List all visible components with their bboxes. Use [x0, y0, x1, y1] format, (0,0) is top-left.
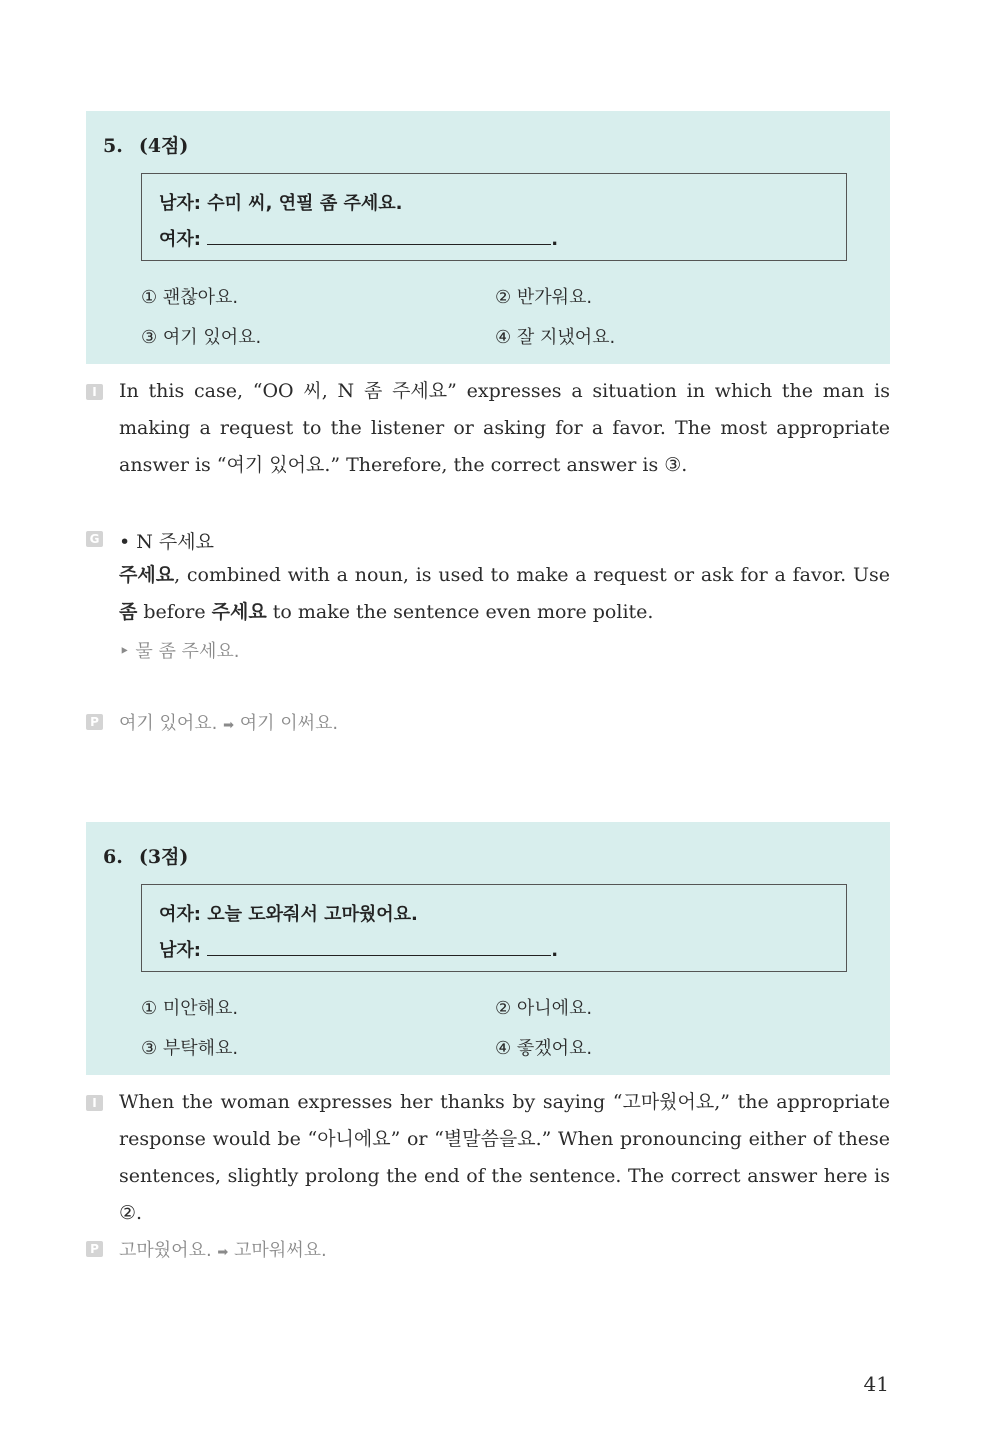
grammar-badge-icon: G — [86, 531, 103, 547]
explanation-badge-icon: I — [86, 1095, 103, 1111]
pronunciation-badge-icon: P — [86, 1241, 103, 1257]
question-5-header — [103, 131, 188, 158]
option-2[interactable]: ② 아니에요. — [495, 998, 593, 1019]
grammar-title: • N 주세요 — [119, 531, 214, 553]
question-number: 6. — [103, 846, 123, 868]
pronunciation-line: 고마웠어요. ➡ 고마워써요. — [119, 1240, 327, 1261]
option-1[interactable]: ① 미안해요. — [141, 998, 239, 1019]
question-number: 5. — [103, 135, 123, 157]
dialog-speaker: 남자: — [159, 940, 201, 961]
grammar-example: ‣ 물 좀 주세요. — [119, 641, 240, 662]
arrow-right-icon: ➡ — [217, 1245, 229, 1260]
dialog-speaker: 여자: — [159, 229, 201, 250]
answer-blank — [207, 226, 551, 245]
question-6-box — [86, 822, 890, 1075]
dialog-box — [141, 173, 847, 261]
question-points: (3점) — [138, 846, 189, 868]
dialog-end: . — [551, 229, 559, 250]
option-1[interactable]: ① 괜찮아요. — [141, 287, 239, 308]
dialog-line-1: 남자: 수미 씨, 연필 좀 주세요. — [159, 193, 403, 214]
pronunciation-line: 여기 있어요. ➡ 여기 이써요. — [119, 713, 339, 734]
option-3[interactable]: ③ 여기 있어요. — [141, 327, 262, 348]
dialog-end: . — [551, 940, 559, 961]
dialog-box — [141, 884, 847, 972]
explanation-badge-icon: I — [86, 384, 103, 400]
question-6-header — [103, 842, 188, 869]
page-number: 41 — [863, 1372, 889, 1396]
option-3[interactable]: ③ 부탁해요. — [141, 1038, 239, 1059]
dialog-line-1: 여자: 오늘 도와줘서 고마웠어요. — [159, 904, 418, 925]
option-4[interactable]: ④ 좋겠어요. — [495, 1038, 593, 1059]
explanation-text: When the woman expresses her thanks by saying “고마웠어요,” the appropriate response would be “아니에요” or “별말씀을요.” When pronouncing either of these sentences, slightly prolong the end of the sentence. The correct answer here is ②. — [119, 1091, 890, 1224]
question-points: (4점) — [138, 135, 189, 157]
question-5-box — [86, 111, 890, 364]
dialog-line-2 — [159, 936, 558, 962]
dialog-line-2 — [159, 225, 558, 251]
arrow-right-icon: ➡ — [223, 718, 235, 733]
pronunciation-badge-icon: P — [86, 714, 103, 730]
grammar-text: 주세요, combined with a noun, is used to make a request or ask for a favor. Use 좀 before 주세요 to make the sentence even more polite. — [119, 564, 890, 623]
answer-blank — [207, 937, 551, 956]
option-2[interactable]: ② 반가워요. — [495, 287, 593, 308]
option-4[interactable]: ④ 잘 지냈어요. — [495, 327, 616, 348]
explanation-text: In this case, “OO 씨, N 좀 주세요” expresses a situation in which the man is making a request to the listener or asking for a favor. The most appropriate answer is “여기 있어요.” Therefore, the correct answer is ③. — [119, 380, 890, 476]
